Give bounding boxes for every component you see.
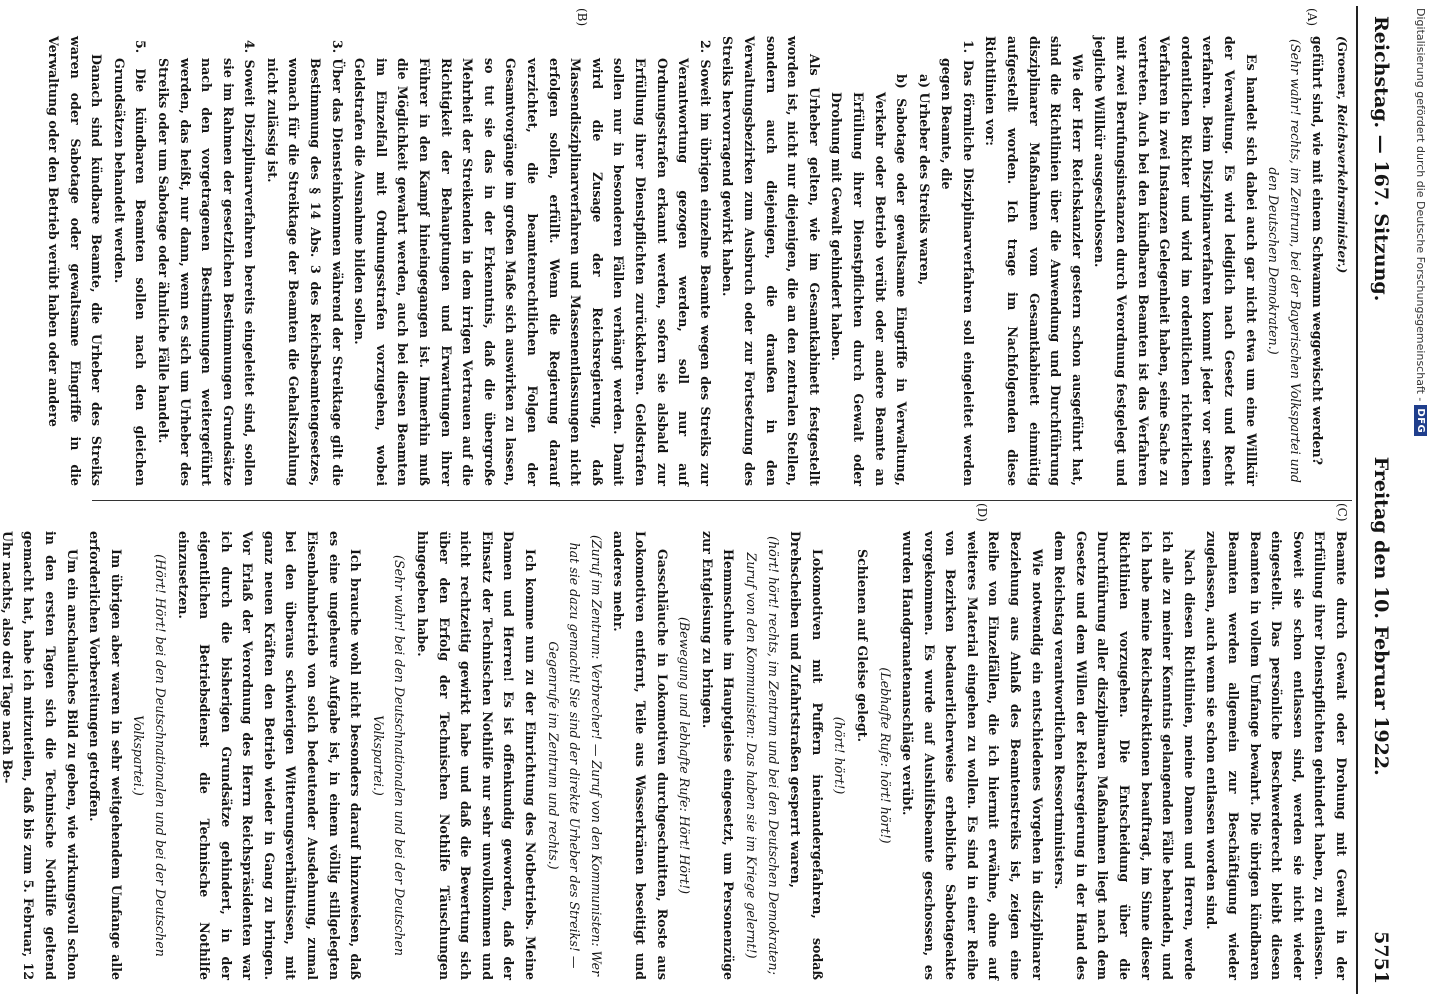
paragraph: Gasschläuche in Lokomotiven durchgeschnitten, Roste aus Lokomotiven entfernt, Teile aus Wasserkränen beseitigt und anderes mehr. — [611, 531, 670, 980]
paragraph: b) Sabotage oder gewaltsame Eingriffe in Verwaltung, Verkehr oder Betrieb verübt oder andere Beamte an Erfüllung ihrer Dienstpflichten durch Gewalt oder Drohung mit Gewalt gehindert haben. — [829, 74, 910, 486]
left-paragraphs — [42, 36, 1328, 486]
paragraph: 1. Das förmliche Disziplinarverfahren soll eingeleitet werden gegen Beamte, die — [939, 40, 976, 486]
paragraph: Wie der Herr Reichskanzler gestern schon ausgeführt hat, sind die Richtlinien über die Anwendung und Durchführung disziplinarer Maßnahmen vom Gesamtkabinett einmütig aufgestellt worden. Ich trage im Nachfolgenden diese Richtlinien vor: — [983, 36, 1085, 486]
paragraph: Ich brauche wohl nicht besonders darauf hinzuweisen, daß es eine ungeheure Aufgabe ist, in einem völlig stillgelegten Eisenbahnbetrieb von solch bedeutender Ausdehnung, zumal bei den überaus schwierigen Witterungsverhältnissen, mit ganz neuen Kräften den Betrieb wieder in Gang zu bringen. Vor Erlaß der Verordnung des Herrn Reichspräsidenten war ich durch die bisherigen Grundsätze gehindert, in der eigentlichen Betriebsdienst die Technische Nothilfe einzusetzen. — [175, 531, 364, 980]
paragraph: (Hört! Hört! bei den Deutschnationalen und bei der Deutschen Volkspartei.) — [131, 554, 168, 957]
running-head-date: Freitag den 10. Februar 1922. — [1370, 456, 1392, 776]
paragraph: geführt sind, wie mit einem Schwamm weggewischt werden? — [1310, 36, 1326, 466]
paragraph: 5. Die kündbaren Beamten sollen nach den gleichen Grundsätzen behandelt werden. — [111, 40, 149, 486]
margin-marker-c: (C) — [1335, 503, 1349, 522]
margin-marker-b: (B) — [575, 8, 589, 27]
paragraph: a) Urheber des Streiks waren, — [916, 74, 932, 286]
paragraph: Lokomotiven mit Puffern ineinandergefahren, sodaß Drehscheiben und Zufahrtstraßen gesperrt waren, — [788, 531, 825, 980]
dfg-stamp-text: Digitalisierung gefördert durch die Deutsche Forschungsgemeinschaft - — [1414, 8, 1428, 402]
paragraph: (Sehr wahr! bei den Deutschnationalen und bei der Deutschen Volkspartei.) — [370, 555, 408, 956]
margin-marker-d: (D) — [975, 503, 989, 522]
paragraph: (hört! hört!) — [832, 716, 848, 795]
paragraph: 2. Soweit im übrigen einzelne Beamte wegen des Streiks zur Verantwortung gezogen werden, soll nur auf Ordnungsstrafen erkannt werden, sofern sie alsbald zur Erfüllung ihrer Dienstpflichten zurückkehren. Geldstrafen sollen nur in besonderen Fällen verhängt werden. Damit wird die Zusage der Reichsregierung, daß Massendisziplinarverfahren und Massenentlassungen nicht erfolgen sollen, erfüllt. Wenn die Regierung darauf verzichtet, die beamtenrechtlichen Folgen der Gesamtvorgänge im großen Maße sich auswirken zu lassen, so tut sie das in der Erkenntnis, daß die übergroße Mehrheit der Streikenden in dem irrigen Vertrauen auf die Richtigkeit der Behauptungen und Erwartungen ihrer Führer in den Kampf hineingegangen ist. Immerhin muß die Möglichkeit gewahrt werden, auch bei diesen Beamten im Einzelfall mit Ordnungsstrafen vorzugehen, wobei Geldstrafen die Ausnahme bilden sollen. — [352, 40, 713, 486]
paragraph: 4. Soweit Disziplinarverfahren bereits eingeleitet sind, sollen sie im Rahmen der gesetzlichen Bestimmungen Grundsätze nach den vorgetragenen Bestimmungen weitergeführt werden, das heißt, nur dann, wenn es sich um Urheber des Streiks oder um Sabotage oder ähnliche Fälle handelt. — [155, 40, 258, 486]
left-column — [45, 6, 1352, 500]
dfg-stamp — [1410, 8, 1432, 993]
paragraph: Wie notwendig ein entschiedenes Vorgehen in disziplinarer Beziehung aus Anlaß des Beamtenstreiks ist, zeigen eine Reihe von Einzelfällen, die ich hiermit erwähne, ohne auf weiteres Material eingehen zu wollen. Es sind in einer Reihe von Bezirken bedauerlicherweise erhebliche Sabotageakte vorgekommen. Es wurde auf Aushilfsbeamte geschossen, es wurden Handgranatenanschläge verübt. — [900, 531, 1045, 980]
running-head — [1356, 6, 1392, 994]
speaker-role: Reichsverkehrsminister. — [1335, 104, 1349, 268]
dfg-logo: DFG — [1415, 405, 1428, 436]
paragraph: (Zuruf im Zentrum: Verbrecher! — Zuruf von den Kommunisten: Wer hat sie dazu gemacht! Sie sind der direkte Urheber des Streiks! — Gegenrufe im Zentrum und rechts.) — [545, 534, 604, 977]
paragraph: Danach sind kündbare Beamte, die Urheber des Streiks waren oder Sabotage oder gewaltsame Eingriffe in die Verwaltung oder den Betrieb verübt haben oder andere — [45, 36, 105, 486]
paragraph: Hemmschuhe im Hauptgleise eingesetzt, um Personenzüge zur Entgleisung zu bringen. — [699, 531, 737, 980]
paragraph: Es handelt sich dabei auch gar nicht etwa um eine Willkür der Verwaltung. Es wird lediglich nach Gesetz und Recht verfahren. Beim Disziplinarverfahren kommt jeder vor seinen ordentlichen Richter und wird im ordentlichen richterlichen Verfahren in zwei Instanzen Gelegenheit haben, seine Sache zu vertreten. Auch bei den kündbaren Beamten ist das Verfahren mit zwei Berufungsinstanzen durch Verordnung festgelegt und jegliche Willkür ausgeschlossen. — [1092, 36, 1259, 486]
paragraph: Schienen auf Gleise gelegt. — [854, 549, 870, 742]
right-paragraphs — [0, 531, 1352, 980]
paragraph: Ich komme nun zu der Einrichtung des Notbetriebs. Meine Damen und Herren! Es ist offenkundig geworden, daß der Einsatz der Technischen Nothilfe nur sehr unvollkommen und nicht rechtzeitig gewirkt habe und daß die Bewertung sich über den Erfolg der Technischen Nothilfe Täuschungen hingegeben habe. — [415, 531, 539, 980]
text-columns — [0, 6, 1352, 994]
paragraph: 3. Über das Diensteinkommen während der Streiktage gilt die Bestimmung des § 14 Abs. 3 des Reichsbeamtengesetzes, wonach für die Streiktage der Beamten die Gehaltszahlung nicht zulässig ist. — [264, 40, 345, 486]
paragraph: (Bewegung und lebhafte Rufe: Hört! Hört!) — [677, 616, 693, 895]
paragraph: Beamte durch Gewalt oder Drohung mit Gewalt in der Erfüllung ihrer Dienstpflichten gehindert haben, zu entlassen. Soweit sie schon entlassen sind, werden sie nicht wieder eingestellt. Das persönliche Beschwerderecht bleibt diesen Beamten in vollem Umfange bewahrt. Die übrigen kündbaren Beamten werden allgemein zur Beschäftigung wieder zugelassen, auch wenn sie schon entlassen worden sind. — [1204, 531, 1349, 980]
paragraph: (Sehr wahr! rechts, im Zentrum, bei der Bayerischen Volkspartei und den Deutschen Demokraten.) — [1266, 39, 1303, 483]
running-head-left: Reichstag. — 167. Sitzung. — [1370, 16, 1392, 302]
right-column — [0, 500, 1352, 994]
speaker-name: Groener, — [1335, 41, 1349, 100]
paragraph: Nach diesen Richtlinien, meine Damen und Herren, werde ich alle zu meiner Kenntnis gelangenden Fälle behandeln, und ich habe meine Reichsdirektionen beauftragt, im Sinne dieser Richtlinien vorzugehen. Die Entscheidung über die Durchführung aller disziplinaren Maßnahmen liegt nach dem Gesetze und dem Willen der Reichsregierung in der Hand des dem Reichstag verantwortlichen Ressortministers. — [1052, 531, 1197, 980]
paragraph: (Lebhafte Rufe: hört! hört!) — [877, 667, 893, 844]
page-number: 5751 — [1370, 931, 1392, 984]
paragraph: Im übrigen aber waren in sehr weitgehendem Umfange alle erforderlichen Vorbereitungen getroffen. — [87, 531, 124, 980]
margin-marker-a: (A) — [1305, 8, 1319, 27]
paragraph: (hört! hört! rechts, im Zentrum und bei den Deutschen Demokraten; Zuruf von den Kommunisten: Das haben sie im Kriege gelernt!) — [743, 536, 781, 975]
paragraph: Um ein anschauliches Bild zu geben, wie wirkungsvoll schon in den ersten Tagen sich die Technische Nothilfe geltend gemacht hat, habe ich mitzuteilen, daß bis zum 5. Februar, 12 Uhr nachts, also drei Tage nach Be- — [0, 531, 80, 980]
speaker-line: (Groener, Reichsverkehrsminister.) — [1335, 36, 1349, 274]
paragraph: Als Urheber gelten, wie im Gesamtkabinett festgestellt worden ist, nicht nur diejenigen, die an den zentralen Stellen, sondern auch diejenigen, die draußen in den Verwaltungsbezirken zum Ausbruch oder zur Fortsetzung des Streiks hervorragend gewirkt haben. — [720, 36, 822, 486]
